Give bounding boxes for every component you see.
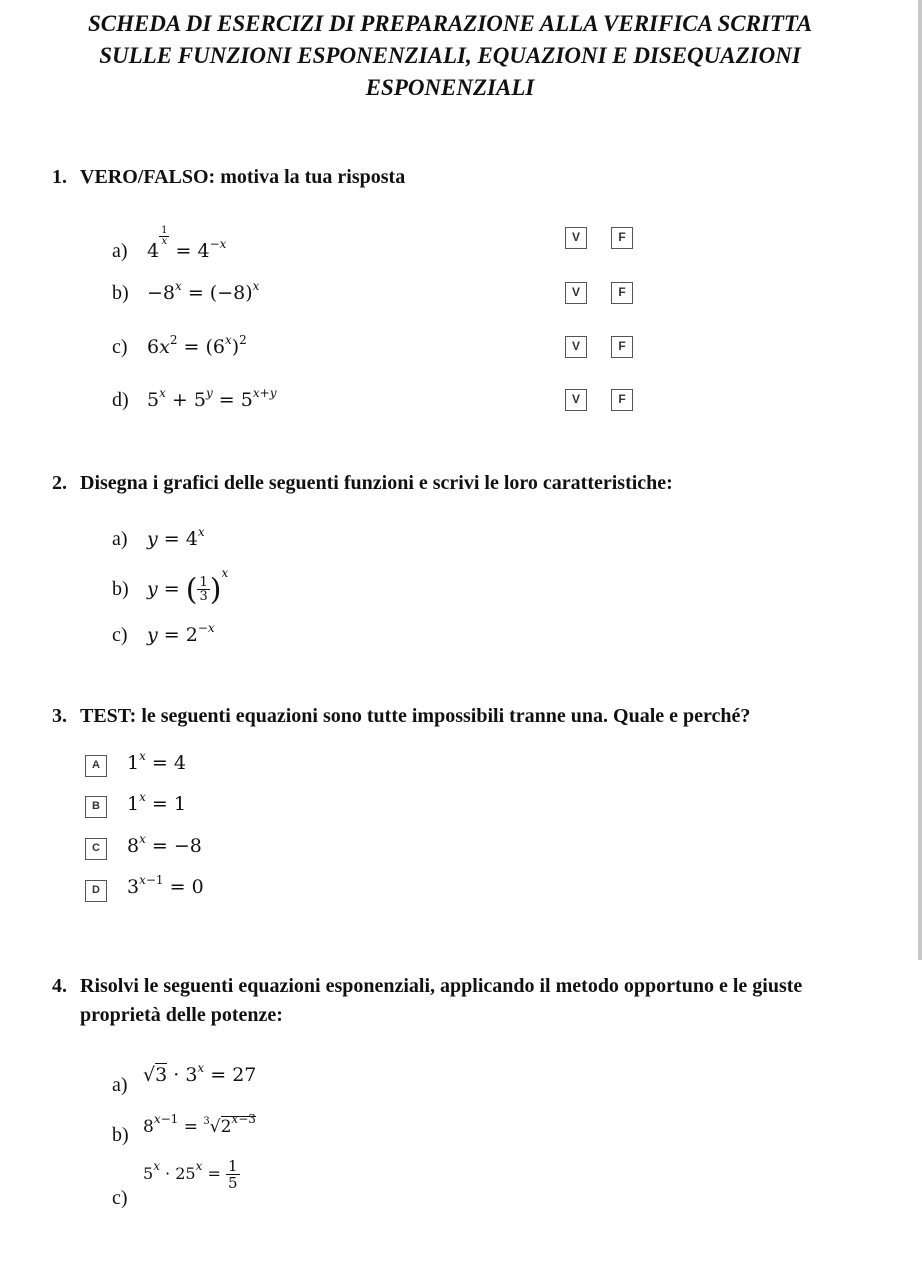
s4-item-b-label: b) <box>112 1124 129 1146</box>
section-4-heading: 4. Risolvi le seguenti equazioni esponenziali, applicando il metodo opportuno e le giuste proprietà delle potenze: <box>52 975 803 1026</box>
title-line-2: SULLE FUNZIONI ESPONENZIALI, EQUAZIONI E DISEQUAZIONI <box>99 43 801 68</box>
s1-a-true-box[interactable]: V <box>565 227 587 249</box>
worksheet-title <box>0 8 900 104</box>
s4-expr-a: $√3 \cdot 3^x = 27$ <box>143 1061 257 1086</box>
s1-expr-d: $5^x + 5^y = 5^{x+y}$ <box>147 386 277 411</box>
s1-expr-b: $-8^x = (-8)^x$ <box>147 279 260 304</box>
s3-option-a-box[interactable]: A <box>85 755 107 777</box>
s2-expr-a: $y = 4^x$ <box>147 525 205 550</box>
s4-expr-c: $5^x \cdot 25^x$ = $\frac{1}{5}$ <box>143 1157 238 1192</box>
s1-b-true-box[interactable]: V <box>565 282 587 304</box>
s1-d-false-box[interactable]: F <box>611 389 633 411</box>
s2-item-a: a) $y = 4^x$ <box>112 525 205 550</box>
s1-item-a: a) 4 $^{\frac{1}{x}}$ = $4^{-x}$ <box>112 225 227 262</box>
s2-expr-b: y = ( $\frac{1}{3}$ )$^x$ <box>147 565 229 607</box>
s2-item-b: b) y = ( $\frac{1}{3}$ )$^x$ <box>112 565 229 607</box>
s3-option-d-expr: $3^{x-1} = 0$ <box>127 873 204 898</box>
s1-a-false-box[interactable]: F <box>611 227 633 249</box>
section-3-heading: 3. TEST: le seguenti equazioni sono tutte impossibili tranne una. Quale e perché? <box>52 705 751 727</box>
s4-expr-b: $8^{x-1} = ^3√2^{x-3}$ <box>143 1112 256 1137</box>
s1-b-false-box[interactable]: F <box>611 282 633 304</box>
section-2-heading: 2. Disegna i grafici delle seguenti funzioni e scrivi le loro caratteristiche: <box>52 472 673 494</box>
title-line-1: SCHEDA DI ESERCIZI DI PREPARAZIONE ALLA VERIFICA SCRITTA <box>87 11 813 36</box>
section-1-heading: 1. VERO/FALSO: motiva la tua risposta <box>52 166 406 188</box>
s1-item-b: $b) -8^x = (-8)^x$ <box>112 279 260 304</box>
s1-item-c: c) $6x^2 = (6^x)^2$ <box>112 333 247 358</box>
s3-option-c-expr: $8^x = -8$ <box>127 832 202 857</box>
s3-option-a-expr: $1^x = 4$ <box>127 749 186 774</box>
s4-item-c-label: c) <box>112 1187 128 1209</box>
s4-item-a-label: a) <box>112 1074 128 1096</box>
title-line-3: ESPONENZIALI <box>365 75 535 100</box>
s1-c-false-box[interactable]: F <box>611 336 633 358</box>
s1-d-true-box[interactable]: V <box>565 389 587 411</box>
scrollbar[interactable] <box>918 0 922 960</box>
s1-c-true-box[interactable]: V <box>565 336 587 358</box>
s2-item-c: c) $y = 2^{-x}$ <box>112 621 215 646</box>
s1-item-d: d) $5^x + 5^y = 5^{x+y}$ <box>112 386 277 411</box>
s3-option-d-box[interactable]: D <box>85 880 107 902</box>
s3-option-c-box[interactable]: C <box>85 838 107 860</box>
s2-expr-c: $y = 2^{-x}$ <box>147 621 215 646</box>
s3-option-b-box[interactable]: B <box>85 796 107 818</box>
s3-option-b-expr: $1^x = 1$ <box>127 790 186 815</box>
s1-expr-a: 4 $^{\frac{1}{x}}$ = $4^{-x}$ <box>147 225 227 262</box>
s1-expr-c: $6x^2 = (6^x)^2$ <box>147 333 247 358</box>
